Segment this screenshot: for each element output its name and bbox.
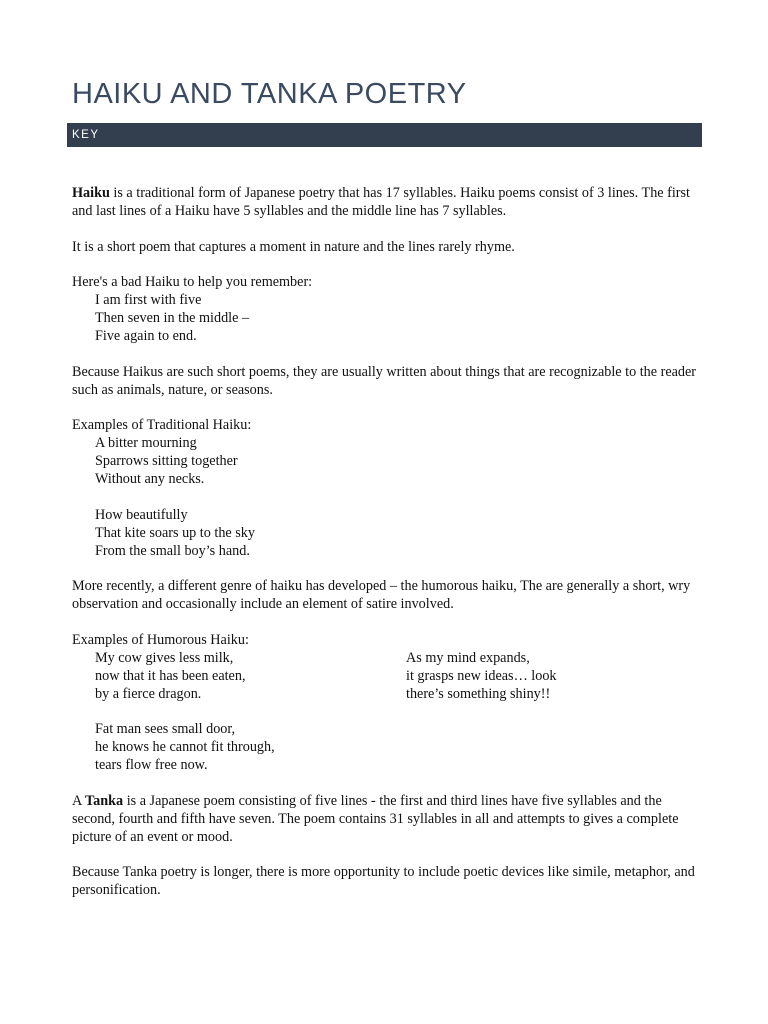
tanka-definition-text: is a Japanese poem consisting of five lines - the first and third lines have five syllables and the second, fourth and fifth have seven. The poem contains 31 syllables in all and attempts to gives a complete picture of an event or mood. xyxy=(72,792,679,845)
traditional-haiku-block xyxy=(72,416,702,560)
poem-line: he knows he cannot fit through, xyxy=(95,739,275,755)
poem-line: Five again to end. xyxy=(95,328,197,344)
haiku-subjects-paragraph: Because Haikus are such short poems, they are usually written about things that are recognizable to the reader such as animals, nature, or seasons. xyxy=(72,363,697,398)
tanka-term: Tanka xyxy=(85,792,124,809)
poem-line: it grasps new ideas… look xyxy=(406,667,557,684)
poem-line: My cow gives less milk, xyxy=(95,649,234,666)
poem-line: tears flow free now. xyxy=(95,757,208,773)
haiku-definition xyxy=(72,184,702,220)
bad-haiku-block xyxy=(72,273,702,345)
traditional-haiku-poem xyxy=(72,434,702,488)
humorous-haiku-columns xyxy=(72,649,702,775)
humorous-haiku-intro: Examples of Humorous Haiku: xyxy=(72,631,249,648)
tanka-prefix: A xyxy=(72,792,86,809)
humorous-haiku-poem xyxy=(72,649,406,703)
humorous-haiku-left-column xyxy=(72,649,406,775)
poem-line: Then seven in the middle – xyxy=(95,310,250,326)
poem-line: Fat man sees small door, xyxy=(95,721,236,737)
page-title: HAIKU AND TANKA POETRY xyxy=(72,78,467,110)
key-label: KEY xyxy=(72,129,100,141)
humorous-haiku-paragraph: More recently, a different genre of haiku has developed – the humorous haiku, The are generally a short, wry observation and occasionally include an element of satire involved. xyxy=(72,578,691,612)
poem-line: by a fierce dragon. xyxy=(95,685,202,702)
poem-line: now that it has been eaten, xyxy=(95,667,246,684)
bad-haiku-intro: Here's a bad Haiku to help you remember: xyxy=(72,274,313,290)
traditional-haiku-poem xyxy=(72,506,702,560)
haiku-term: Haiku xyxy=(72,185,110,201)
document-body xyxy=(72,184,702,917)
poem-line: Sparrows sitting together xyxy=(95,453,238,469)
poem-line: As my mind expands, xyxy=(406,649,530,666)
humorous-haiku-poem xyxy=(72,720,406,774)
poem-line: How beautifully xyxy=(95,506,188,523)
poem-line: A bitter mourning xyxy=(95,435,197,451)
poem-line: there’s something shiny!! xyxy=(406,685,551,702)
poem-line: I am first with five xyxy=(95,292,202,308)
haiku-definition-text: is a traditional form of Japanese poetry that has 17 syllables. Haiku poems consist of 3 lines. The first and last lines of a Haiku have 5 syllables and the middle line has 7 syllables. xyxy=(72,185,690,219)
humorous-haiku-right-column xyxy=(406,649,702,775)
key-header-bar xyxy=(67,123,702,147)
poem-line: Without any necks. xyxy=(95,471,205,487)
traditional-haiku-intro: Examples of Traditional Haiku: xyxy=(72,417,252,433)
poem-line: That kite soars up to the sky xyxy=(95,524,255,541)
haiku-nature-paragraph: It is a short poem that captures a moment in nature and the lines rarely rhyme. xyxy=(72,238,515,255)
tanka-definition xyxy=(72,792,702,846)
tanka-devices-paragraph: Because Tanka poetry is longer, there is more opportunity to include poetic devices like simile, metaphor, and personification. xyxy=(72,864,695,898)
poem-line: From the small boy’s hand. xyxy=(95,542,250,559)
